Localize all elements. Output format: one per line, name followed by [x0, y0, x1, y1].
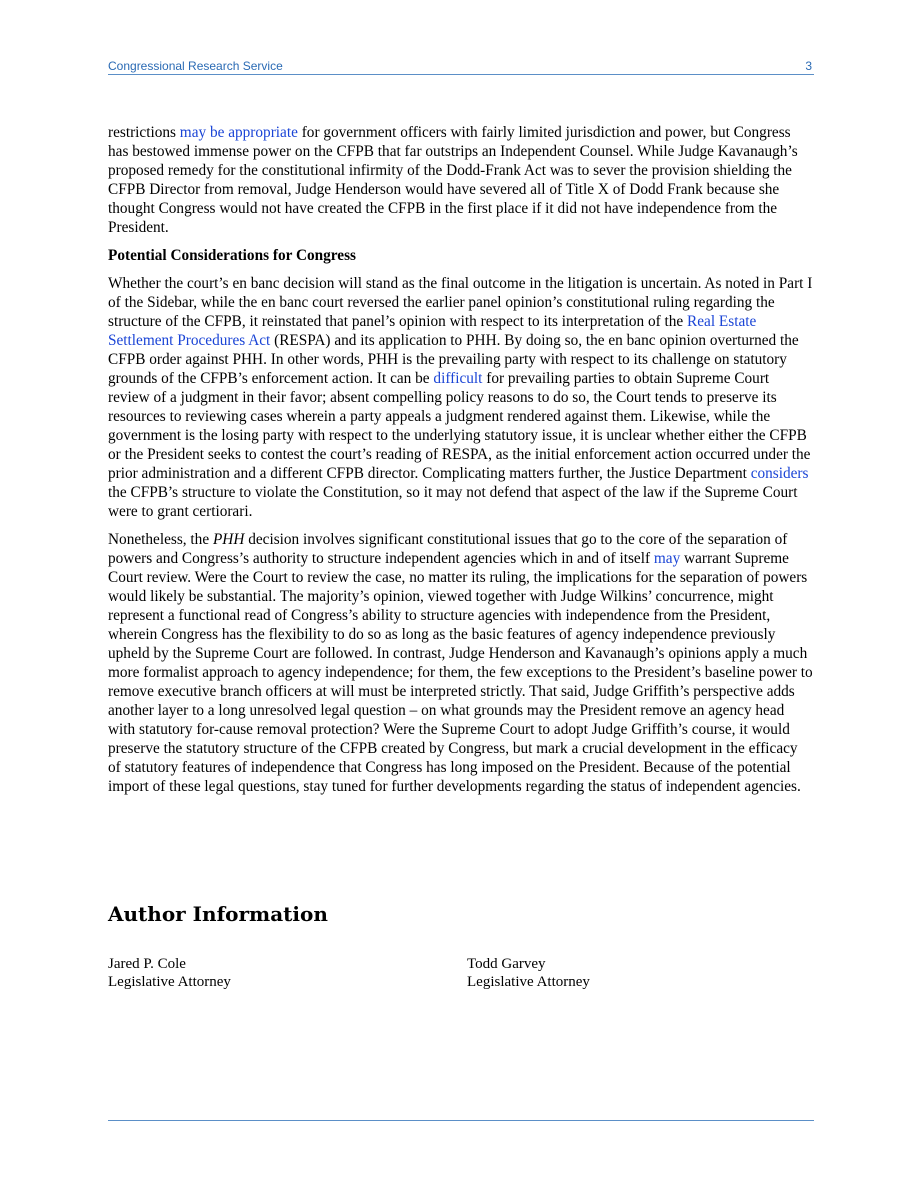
link-respa[interactable]: Real Estate Settlement Procedures Act [108, 313, 757, 349]
paragraph-1 [108, 123, 814, 237]
link-considers[interactable]: considers [750, 465, 809, 482]
footer-divider [108, 1120, 814, 1121]
link-difficult[interactable]: difficult [433, 370, 483, 387]
p2-text-2: (RESPA) and its application to PHH. By doing so, the en banc opinion overturned the CFPB order against PHH. In other words, PHH is the prevailing party with respect to its challenge on statutory grounds of the CFPB’s enforcement action. It can be [108, 332, 799, 387]
page-header [108, 58, 814, 75]
p3-case-name: PHH [212, 531, 245, 548]
author-name: Jared P. Cole [108, 956, 186, 972]
p3-text-3: warrant Supreme Court review. Were the Court to review the case, no matter its ruling, the implications for the separation of powers would likely be substantial. The majority’s opinion, viewed together with Judge Wilkins’ concurrence, might represent a functional read of Congress’s ability to structure agencies with independence from the President, wherein Congress has the flexibility to do so as long as the basic features of agency independence previously upheld by the Supreme Court are followed. In contrast, Judge Henderson and Kavanaugh’s opinions apply a much more formalist approach to agency independence; for them, the few exceptions to the President’s baseline power to remove executive branch officers at will must be interpreted strictly. That said, Judge Griffith’s perspective adds another layer to a long unresolved legal question – on what grounds may the President remove an agency head with statutory for-cause removal protection? Were the Supreme Court to adopt Judge Griffith’s course, it would preserve the statutory structure of the CFPB created by Congress, but mark a crucial development in the efficacy of statutory features of independence that Congress has long imposed on the President. Because of the potential import of these legal questions, stay tuned for further developments regarding the status of independent agencies. [108, 550, 813, 795]
author-title: Legislative Attorney [467, 974, 590, 990]
p3-text-2: decision involves significant constitutional issues that go to the core of the separation of powers and Congress’s authority to structure independent agencies which in and of itself [108, 531, 788, 567]
author-name: Todd Garvey [467, 956, 546, 972]
paragraph-3 [108, 530, 814, 796]
page-number: 3 [805, 59, 812, 73]
link-may-be-appropriate[interactable]: may be appropriate [179, 124, 298, 141]
p2-text-3: for prevailing parties to obtain Supreme Court review of a judgment in their favor; absent compelling policy reasons to do so, the Court tends to preserve its resources to reviewing cases wherein a party appeals a judgment rendered against them. Likewise, while the government is the losing party with respect to the underlying statutory issue, it is unclear whether either the CFPB or the President seeks to contest the court’s reading of RESPA, as the initial enforcement action occurred under the prior administration and a different CFPB director. Complicating matters further, the Justice Department [108, 370, 811, 482]
p1-text-2: for government officers with fairly limited jurisdiction and power, but Congress has bestowed immense power on the CFPB that far outstrips an Independent Counsel. While Judge Kavanaugh’s proposed remedy for the constitutional infirmity of the Dodd-Frank Act was to sever the provision shielding the CFPB Director from removal, Judge Henderson would have severed all of Title X of Dodd Frank because she thought Congress would not have created the CFPB in the first place if it did not have independence from the President. [108, 124, 798, 236]
body-content [108, 123, 814, 805]
link-may[interactable]: may [653, 550, 681, 567]
section-subheading: Potential Considerations for Congress [108, 247, 357, 264]
header-org-name: Congressional Research Service [108, 59, 283, 73]
p1-text-1: restrictions [108, 124, 180, 141]
paragraph-2 [108, 274, 814, 521]
author-block-2 [467, 955, 590, 991]
p3-text-1: Nonetheless, the [108, 531, 213, 548]
author-information-heading: Author Information [108, 902, 328, 926]
author-title: Legislative Attorney [108, 974, 231, 990]
author-block-1 [108, 955, 231, 991]
p2-text-1: Whether the court’s en banc decision will stand as the final outcome in the litigation is uncertain. As noted in Part I of the Sidebar, while the en banc court reversed the earlier panel opinion’s constitutional ruling regarding the structure of the CFPB, it reinstated that panel’s opinion with respect to its interpretation of the [108, 275, 813, 330]
p2-text-4: the CFPB’s structure to violate the Constitution, so it may not defend that aspect of the law if the Supreme Court were to grant certiorari. [108, 484, 798, 520]
